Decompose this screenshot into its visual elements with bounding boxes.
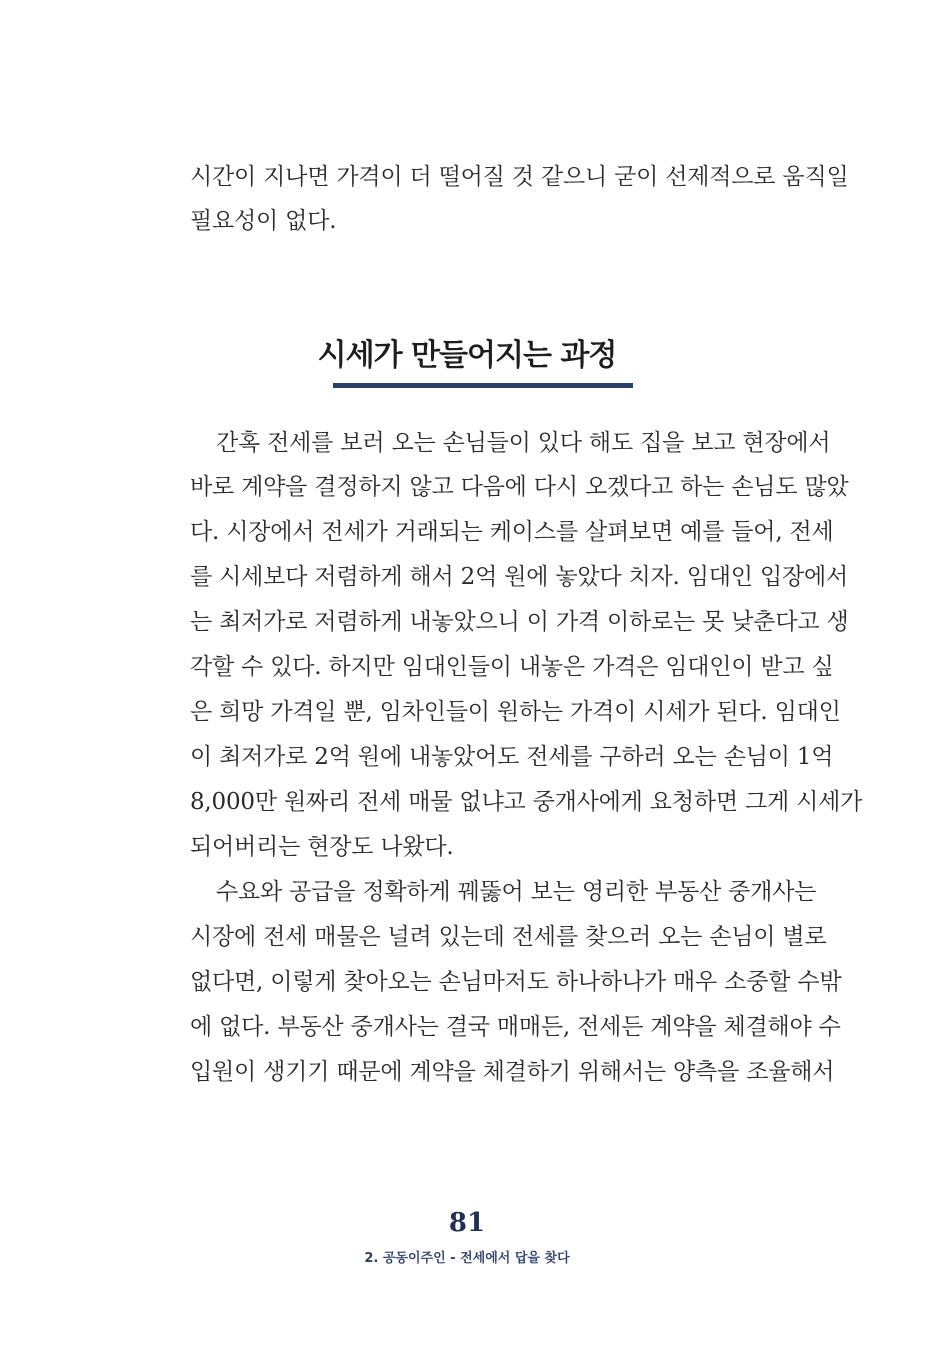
- intro-line-2: 필요성이 없다.: [190, 208, 337, 234]
- paragraph1-line-7: 은 희망 가격일 뿐, 임차인들이 원하는 가격이 시세가 된다. 임대인: [190, 699, 841, 725]
- paragraph1-line-1: 간혹 전세를 보러 오는 손님들이 있다 해도 집을 보고 현장에서: [216, 430, 831, 456]
- heading-underline: [333, 383, 633, 388]
- paragraph2-line-5: 입원이 생기기 때문에 계약을 체결하기 위해서는 양측을 조율해서: [190, 1059, 835, 1085]
- paragraph2-line-4: 에 없다. 부동산 중개사는 결국 매매든, 전세든 계약을 체결해야 수: [190, 1014, 841, 1040]
- paragraph1-line-10: 되어버리는 현장도 나왔다.: [190, 834, 454, 860]
- section-heading: [0, 336, 934, 376]
- paragraph1-line-5: 는 최저가로 저렴하게 내놓았으니 이 가격 이하로는 못 낮춘다고 생: [190, 609, 849, 635]
- paragraph1-line-3: 다. 시장에서 전세가 거래되는 케이스를 살펴보면 예를 들어, 전세: [190, 519, 834, 545]
- paragraph1-line-9: 8,000만 원짜리 전세 매물 없냐고 중개사에게 요청하면 그게 시세가: [190, 789, 863, 815]
- paragraph1-line-8: 이 최저가로 2억 원에 내놓았어도 전세를 구하러 오는 손님이 1억: [190, 744, 834, 770]
- paragraph2-line-3: 없다면, 이렇게 찾아오는 손님마저도 하나하나가 매우 소중할 수밖: [190, 969, 842, 995]
- paragraph1-line-6: 각할 수 있다. 하지만 임대인들이 내놓은 가격은 임대인이 받고 싶: [190, 654, 834, 680]
- paragraph2-line-1: 수요와 공급을 정확하게 꿰뚫어 보는 영리한 부동산 중개사는: [216, 879, 817, 905]
- section-title: 시세가 만들어지는 과정: [317, 338, 617, 373]
- paragraph1-line-2: 바로 계약을 결정하지 않고 다음에 다시 오겠다고 하는 손님도 많았: [190, 474, 849, 500]
- paragraph2-line-2: 시장에 전세 매물은 널려 있는데 전세를 찾으러 오는 손님이 별로: [190, 924, 827, 950]
- page-number: 81: [448, 1208, 486, 1238]
- intro-line-1: 시간이 지나면 가격이 더 떨어질 것 같으니 굳이 선제적으로 움직일: [190, 164, 849, 190]
- paragraph1-line-4: 를 시세보다 저렴하게 해서 2억 원에 놓았다 치자. 임대인 입장에서: [190, 564, 849, 590]
- chapter-caption: 2. 공동이주인 - 전세에서 답을 찾다: [364, 1251, 570, 1266]
